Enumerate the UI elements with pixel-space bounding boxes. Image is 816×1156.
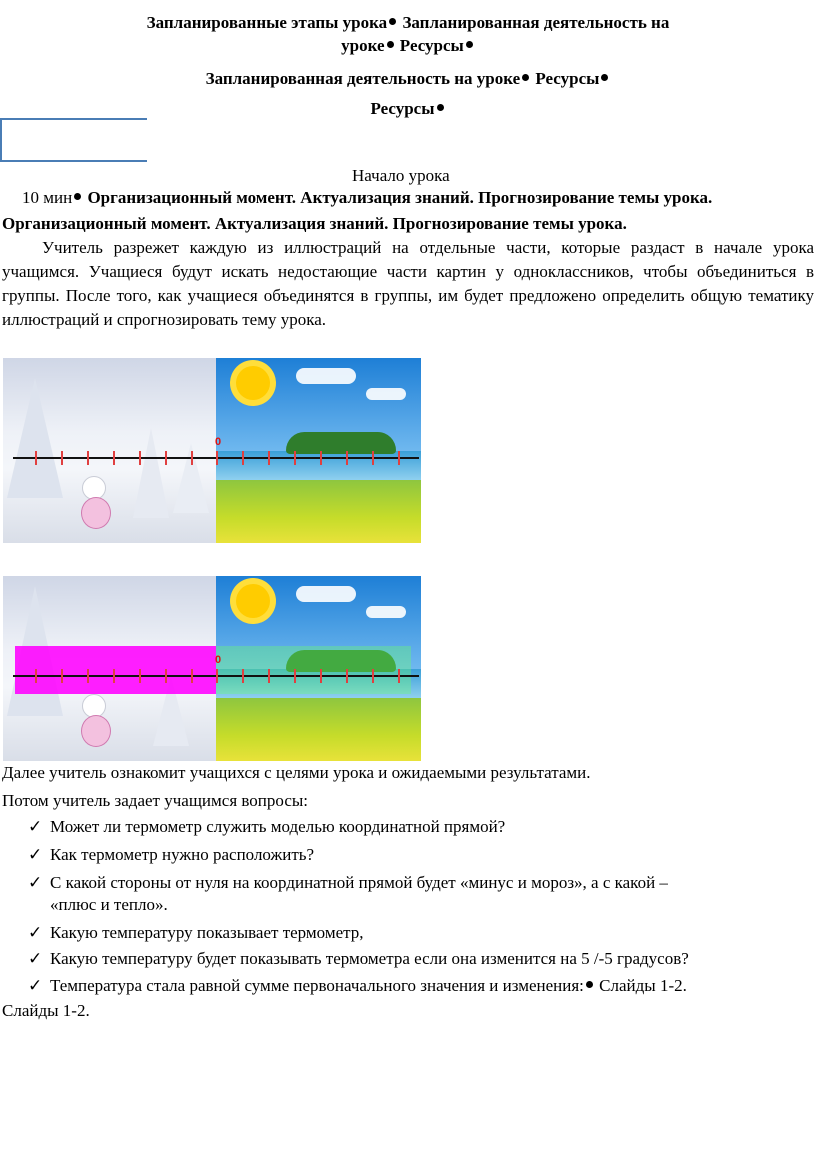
stage-title: Начало урока xyxy=(352,166,450,185)
positive-region-highlight xyxy=(216,646,411,694)
number-line-tick xyxy=(61,451,63,465)
illustration-winter-summer-1 xyxy=(3,358,421,543)
number-line-tick xyxy=(372,451,374,465)
number-line-tick xyxy=(113,669,115,683)
number-line-tick xyxy=(191,451,193,465)
header-line-1: Запланированные этапы урока Запланированная деятельность на xyxy=(146,13,670,32)
number-line-tick xyxy=(294,669,296,683)
illustration-winter-summer-2 xyxy=(3,576,421,761)
slides-reference: Слайды 1-2. xyxy=(599,976,687,995)
number-line-tick xyxy=(165,451,167,465)
number-line-tick xyxy=(35,669,37,683)
table-border-bottom xyxy=(0,160,147,162)
number-line-tick xyxy=(346,669,348,683)
after-line-1: Далее учитель ознакомит учащихся с целями урока и ожидаемыми результатами. xyxy=(2,763,591,782)
number-line-tick xyxy=(268,451,270,465)
checkmark-icon: ✓ xyxy=(28,949,43,968)
number-line-tick xyxy=(165,669,167,683)
list-item: ✓ Как термометр нужно расположить? xyxy=(28,845,315,864)
number-line-tick xyxy=(216,669,218,683)
negative-region-highlight xyxy=(15,646,216,694)
checkmark-icon: ✓ xyxy=(28,845,43,864)
number-line-tick xyxy=(61,669,63,683)
number-line-tick xyxy=(139,451,141,465)
list-item: ✓ Какую температуру показывает термометр, xyxy=(28,923,364,942)
number-line-tick xyxy=(87,669,89,683)
number-line-tick xyxy=(320,451,322,465)
stage-activity: Организационный момент. Актуализация знаний. Прогнозирование темы урока. xyxy=(87,188,713,207)
number-line-tick xyxy=(398,669,400,683)
number-line-tick xyxy=(191,669,193,683)
number-line-tick xyxy=(372,669,374,683)
number-line-tick xyxy=(242,451,244,465)
number-line-tick xyxy=(242,669,244,683)
slides-reference-final: Слайды 1-2. xyxy=(2,1001,90,1020)
checkmark-icon: ✓ xyxy=(28,873,43,892)
number-line-tick xyxy=(139,669,141,683)
trees-icon xyxy=(286,432,396,454)
number-line-tick xyxy=(268,669,270,683)
bullet-icon xyxy=(74,193,81,200)
bullet-icon xyxy=(387,41,394,48)
zero-label: 0 xyxy=(215,436,222,448)
list-item: ✓ С какой стороны от нуля на координатной прямой будет «минус и мороз», а с какой – xyxy=(28,873,668,892)
checkmark-icon: ✓ xyxy=(28,923,43,942)
pine-tree-icon xyxy=(133,428,169,518)
number-line-tick xyxy=(113,451,115,465)
snowman-icon xyxy=(81,476,107,529)
list-item: ✓ Какую температуру будет показывать термометра если она изменится на 5 /-5 градусов? xyxy=(28,949,689,968)
after-line-2: Потом учитель задает учащимся вопросы: xyxy=(2,791,309,810)
checkmark-icon: ✓ xyxy=(28,817,43,836)
number-line-tick xyxy=(35,451,37,465)
number-line-tick xyxy=(346,451,348,465)
checkmark-icon: ✓ xyxy=(28,976,43,995)
sun-icon xyxy=(236,584,270,618)
table-border-left xyxy=(0,118,2,162)
bullet-icon xyxy=(437,104,444,111)
stage-time-line xyxy=(22,187,812,209)
stage-paragraph: Учитель разрежет каждую из иллюстраций на отдельные части, которые раздаст в начале урока учащимся. Учащиеся будут искать недостающие части картин у одноклассников, чтобы объединиться в группы. После того, как учащиеся объединятся в группы, им будет предложено определить общую тематику иллюстраций и спрогнозировать тему урока. xyxy=(2,238,814,329)
table-border-top xyxy=(0,118,147,120)
zero-label: 0 xyxy=(215,654,222,666)
number-line-tick xyxy=(216,451,218,465)
number-line-tick xyxy=(87,451,89,465)
number-line-tick xyxy=(294,451,296,465)
number-line-tick xyxy=(398,451,400,465)
header-line-3: Запланированная деятельность на уроке Ресурсы xyxy=(0,68,816,90)
sun-icon xyxy=(236,366,270,400)
bullet-icon xyxy=(466,41,473,48)
bullet-icon xyxy=(601,74,608,81)
bullet-icon xyxy=(389,18,396,25)
header-line-4: Ресурсы xyxy=(0,98,816,120)
stage-time: 10 мин xyxy=(22,188,73,207)
stage-activity-repeat: Организационный момент. Актуализация знаний. Прогнозирование темы урока. xyxy=(2,214,627,233)
list-item: ✓ Может ли термометр служить моделью координатной прямой? xyxy=(28,817,506,836)
list-item: ✓ Температура стала равной сумме первоначального значения и изменения: Слайды 1-2. xyxy=(28,976,687,995)
number-line-tick xyxy=(320,669,322,683)
bullet-icon xyxy=(522,74,529,81)
summer-scene xyxy=(216,358,421,543)
header-line-2: уроке Ресурсы xyxy=(0,35,816,57)
bullet-icon xyxy=(586,981,593,988)
snowman-icon xyxy=(81,694,107,747)
list-item-continuation: «плюс и тепло». xyxy=(50,895,168,914)
pine-tree-icon xyxy=(7,378,63,498)
